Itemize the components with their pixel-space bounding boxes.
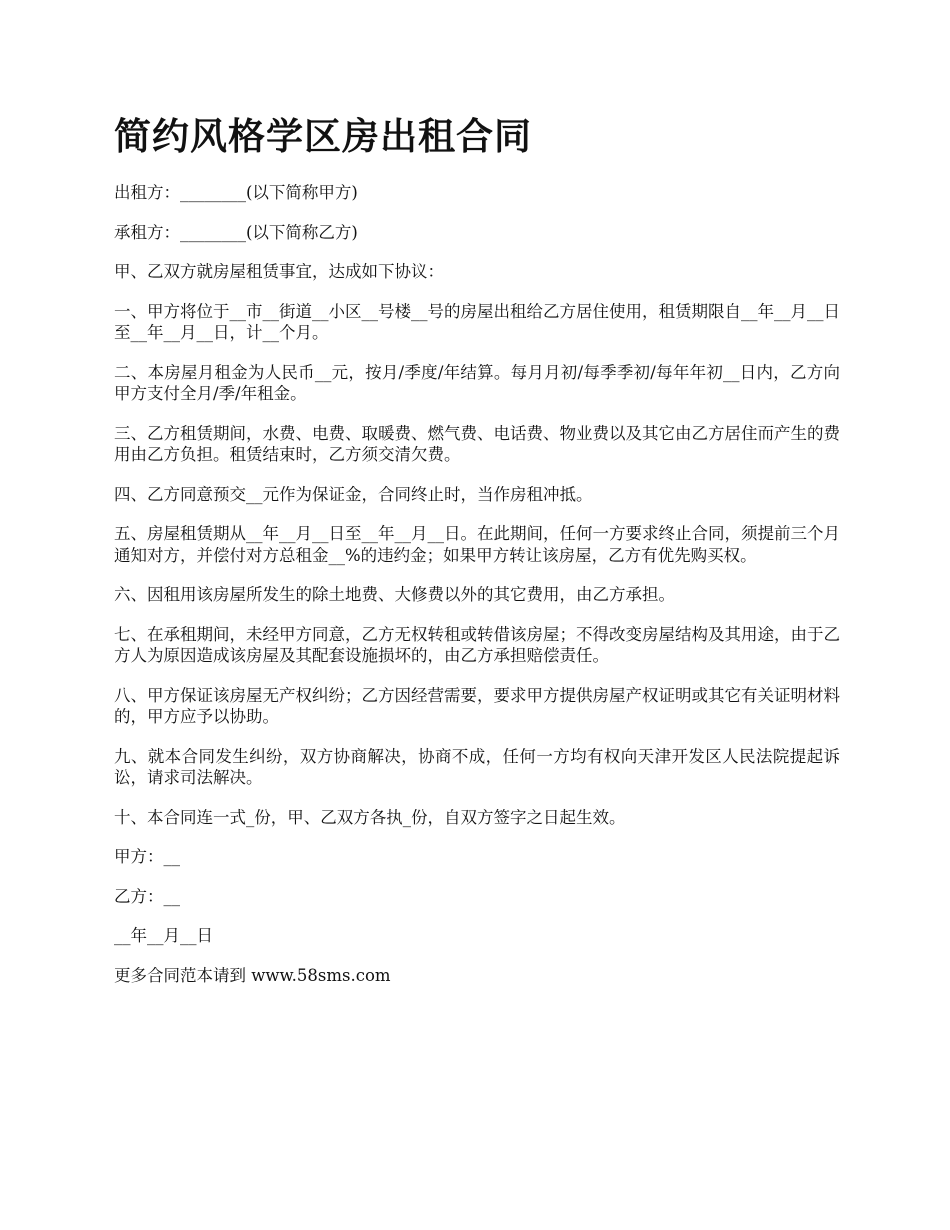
clause-7: 七、在承租期间，未经甲方同意，乙方无权转租或转借该房屋；不得改变房屋结构及其用途，由于乙方人为原因造成该房屋及其配套设施损坏的，由乙方承担赔偿责任。 [114,624,840,665]
document-title: 简约风格学区房出租合同 [114,114,532,158]
footer-note: 更多合同范本请到 www.58sms.com [114,965,391,985]
contract-document [114,112,840,1004]
agreement-intro: 甲、乙双方就房屋租赁事宜，达成如下协议： [114,262,444,281]
clause-3: 三、乙方租赁期间，水费、电费、取暖费、燃气费、电话费、物业费以及其它由乙方居住而产生的费用由乙方负担。租赁结束时，乙方须交清欠费。 [114,423,840,464]
party-a-signature: 甲方：__ [114,847,180,866]
clause-8: 八、甲方保证该房屋无产权纠纷；乙方因经营需要，要求甲方提供房屋产权证明或其它有关证明材料的，甲方应予以协助。 [114,685,840,726]
party-b-signature: 乙方：__ [114,886,180,906]
clause-6: 六、因租用该房屋所发生的除土地费、大修费以外的其它费用，由乙方承担。 [114,585,675,604]
clause-2: 二、本房屋月租金为人民币__元，按月/季度/年结算。每月月初/每季季初/每年年初__日内，乙方向甲方支付全月/季/年租金。 [114,362,840,403]
clause-1: 一、甲方将位于__市__街道__小区__号楼__号的房屋出租给乙方居住使用，租赁期限自__年__月__日至__年__月__日，计__个月。 [114,301,840,342]
lessee-line: 承租方：________(以下简称乙方) [114,222,358,242]
lessor-line: 出租方：________(以下简称甲方) [114,183,358,202]
clause-9: 九、就本合同发生纠纷，双方协商解决，协商不成，任何一方均有权向天津开发区人民法院提起诉讼，请求司法解决。 [114,746,840,787]
clause-4: 四、乙方同意预交__元作为保证金，合同终止时，当作房租冲抵。 [114,484,593,504]
signing-date: __年__月__日 [114,926,213,945]
clause-5: 五、房屋租赁期从__年__月__日至__年__月__日。在此期间，任何一方要求终止合同，须提前三个月通知对方，并偿付对方总租金__%的违约金；如果甲方转让该房屋，乙方有优先购买权。 [114,524,840,565]
clause-10: 十、本合同连一式_份，甲、乙双方各执_份，自双方签字之日起生效。 [114,807,626,827]
